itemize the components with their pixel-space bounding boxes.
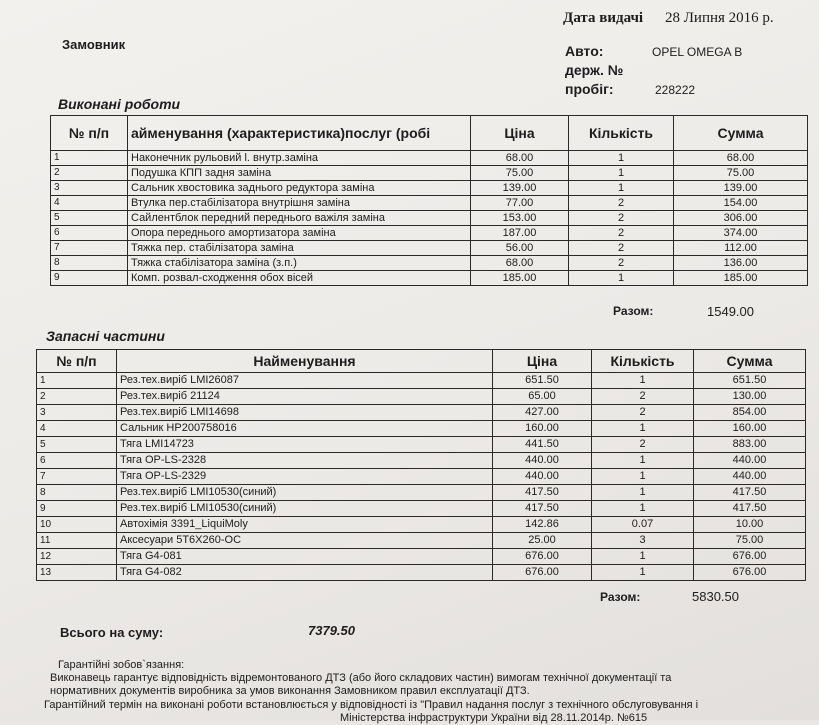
works-section-title: Виконані роботи: [58, 96, 181, 112]
price-cell: 440.00: [493, 453, 592, 469]
row-number-cell: 6: [51, 226, 128, 241]
name-cell: Сайлентблок передний переднього важіля заміна: [128, 211, 471, 226]
row-number-cell: 3: [51, 181, 128, 196]
name-cell: Сальник HP200758016: [117, 421, 493, 437]
mileage-value: 228222: [655, 83, 696, 97]
quantity-cell: 2: [569, 241, 674, 256]
sum-cell: 139.00: [674, 181, 808, 196]
price-cell: 441.50: [493, 437, 592, 453]
column-header: Кількість: [569, 116, 674, 151]
sum-cell: 75.00: [694, 533, 806, 549]
table-row: [51, 166, 808, 181]
quantity-cell: 2: [592, 405, 694, 421]
row-number-cell: 5: [51, 211, 128, 226]
name-cell: Тяга G4-081: [117, 549, 493, 565]
table-row: [37, 373, 806, 389]
sum-cell: 68.00: [674, 151, 808, 166]
works-total-value: 1549.00: [707, 304, 754, 319]
warranty-text-line: Гарантійний термін на виконані роботи встановлюється у відповідності із "Правил надання послуг з технічного обслуговування і: [44, 699, 699, 711]
quantity-cell: 0.07: [592, 517, 694, 533]
table-row: [51, 226, 808, 241]
grand-total-label: Всього на суму:: [60, 625, 164, 640]
price-cell: 139.00: [471, 181, 569, 196]
sum-cell: 417.50: [694, 485, 806, 501]
row-number-cell: 10: [37, 517, 117, 533]
name-cell: Тяга OP-LS-2328: [117, 453, 493, 469]
column-header: Ціна: [493, 350, 592, 373]
table-row: [37, 517, 806, 533]
sum-cell: 676.00: [694, 565, 806, 581]
quantity-cell: 1: [592, 501, 694, 517]
row-number-cell: 8: [51, 256, 128, 271]
sum-cell: 154.00: [674, 196, 808, 211]
column-header: Кількість: [592, 350, 694, 373]
price-cell: 427.00: [493, 405, 592, 421]
quantity-cell: 1: [569, 271, 674, 286]
price-cell: 56.00: [471, 241, 569, 256]
table-row: [51, 151, 808, 166]
row-number-cell: 1: [51, 151, 128, 166]
row-number-cell: 1: [37, 373, 117, 389]
row-number-cell: 12: [37, 549, 117, 565]
column-header: Ціна: [471, 116, 569, 151]
quantity-cell: 2: [569, 226, 674, 241]
name-cell: Рез.тех.виріб LMI10530(синий): [117, 485, 493, 501]
row-number-cell: 4: [37, 421, 117, 437]
table-row: [37, 405, 806, 421]
name-cell: Автохімія 3391_LiquiMoly: [117, 517, 493, 533]
parts-header-row: [37, 350, 806, 373]
price-cell: 142.86: [493, 517, 592, 533]
sum-cell: 440.00: [694, 453, 806, 469]
name-cell: Рез.тех.виріб LMI14698: [117, 405, 493, 421]
quantity-cell: 2: [592, 389, 694, 405]
date-value: 28 Липня 2016 р.: [665, 10, 774, 26]
reg-number-label: держ. №: [565, 62, 624, 78]
sum-cell: 676.00: [694, 549, 806, 565]
row-number-cell: 4: [51, 196, 128, 211]
parts-section-title: Запасні частини: [46, 328, 165, 344]
name-cell: Сальник хвостовика заднього редуктора заміна: [128, 181, 471, 196]
sum-cell: 10.00: [694, 517, 806, 533]
price-cell: 25.00: [493, 533, 592, 549]
table-row: [51, 241, 808, 256]
price-cell: 440.00: [493, 469, 592, 485]
quantity-cell: 1: [592, 485, 694, 501]
parts-total-label: Разом:: [600, 590, 641, 604]
table-row: [37, 501, 806, 517]
name-cell: Тяга G4-082: [117, 565, 493, 581]
quantity-cell: 1: [592, 421, 694, 437]
price-cell: 676.00: [493, 565, 592, 581]
quantity-cell: 2: [569, 211, 674, 226]
car-value: OPEL OMEGA B: [652, 45, 743, 59]
sum-cell: 417.50: [694, 501, 806, 517]
column-header: айменування (характеристика)послуг (робі: [128, 116, 471, 151]
sum-cell: 185.00: [674, 271, 808, 286]
table-row: [51, 196, 808, 211]
row-number-cell: 6: [37, 453, 117, 469]
name-cell: Рез.тех.виріб LMI26087: [117, 373, 493, 389]
row-number-cell: 7: [51, 241, 128, 256]
price-cell: 185.00: [471, 271, 569, 286]
customer-label: Замовник: [62, 37, 126, 52]
price-cell: 153.00: [471, 211, 569, 226]
sum-cell: 854.00: [694, 405, 806, 421]
quantity-cell: 2: [569, 256, 674, 271]
price-cell: 651.50: [493, 373, 592, 389]
name-cell: Тяжка стабілізатора заміна (з.п.): [128, 256, 471, 271]
price-cell: 160.00: [493, 421, 592, 437]
column-header: № п/п: [51, 116, 128, 151]
car-label: Авто:: [565, 43, 604, 59]
table-row: [51, 181, 808, 196]
table-row: [51, 271, 808, 286]
quantity-cell: 1: [592, 565, 694, 581]
price-cell: 68.00: [471, 256, 569, 271]
column-header: Найменування: [117, 350, 493, 373]
warranty-text-line: Виконавець гарантує відповідність відремонтованого ДТЗ (або його складових частин) вимогам технічної документації та: [50, 672, 672, 684]
warranty-text-line: нормативних документів виробника за умов виконання Замовником правил експлуатації ДТЗ.: [50, 685, 530, 697]
row-number-cell: 9: [37, 501, 117, 517]
sum-cell: 651.50: [694, 373, 806, 389]
date-label: Дата видачі: [563, 10, 644, 26]
name-cell: Тяжка пер. стабілізатора заміна: [128, 241, 471, 256]
table-row: [37, 565, 806, 581]
parts-table: [36, 349, 806, 581]
sum-cell: 883.00: [694, 437, 806, 453]
column-header: Сумма: [674, 116, 808, 151]
sum-cell: 136.00: [674, 256, 808, 271]
table-row: [37, 533, 806, 549]
price-cell: 68.00: [471, 151, 569, 166]
quantity-cell: 3: [592, 533, 694, 549]
name-cell: Втулка пер.стабілізатора внутрішня заміна: [128, 196, 471, 211]
row-number-cell: 5: [37, 437, 117, 453]
name-cell: Тяга OP-LS-2329: [117, 469, 493, 485]
price-cell: 77.00: [471, 196, 569, 211]
row-number-cell: 3: [37, 405, 117, 421]
name-cell: Подушка КПП задня заміна: [128, 166, 471, 181]
table-row: [37, 485, 806, 501]
quantity-cell: 1: [569, 151, 674, 166]
row-number-cell: 9: [51, 271, 128, 286]
row-number-cell: 8: [37, 485, 117, 501]
column-header: Сумма: [694, 350, 806, 373]
price-cell: 75.00: [471, 166, 569, 181]
quantity-cell: 2: [592, 437, 694, 453]
works-total-label: Разом:: [613, 304, 654, 318]
sum-cell: 440.00: [694, 469, 806, 485]
sum-cell: 75.00: [674, 166, 808, 181]
name-cell: Опора переднього амортизатора заміна: [128, 226, 471, 241]
name-cell: Наконечник рульовий l. внутр.заміна: [128, 151, 471, 166]
sum-cell: 374.00: [674, 226, 808, 241]
table-row: [51, 256, 808, 271]
quantity-cell: 1: [569, 181, 674, 196]
price-cell: 417.50: [493, 501, 592, 517]
price-cell: 187.00: [471, 226, 569, 241]
column-header: № п/п: [37, 350, 117, 373]
row-number-cell: 11: [37, 533, 117, 549]
quantity-cell: 1: [592, 549, 694, 565]
warranty-text-line: Міністерства інфраструктури України від 28.11.2014р. №615: [340, 712, 648, 724]
quantity-cell: 1: [592, 469, 694, 485]
row-number-cell: 13: [37, 565, 117, 581]
price-cell: 676.00: [493, 549, 592, 565]
table-row: [51, 211, 808, 226]
row-number-cell: 7: [37, 469, 117, 485]
sum-cell: 130.00: [694, 389, 806, 405]
works-table: [50, 115, 808, 286]
quantity-cell: 2: [569, 196, 674, 211]
name-cell: Рез.тех.виріб 21124: [117, 389, 493, 405]
works-header-row: [51, 116, 808, 151]
row-number-cell: 2: [37, 389, 117, 405]
price-cell: 65.00: [493, 389, 592, 405]
table-row: [37, 437, 806, 453]
name-cell: Рез.тех.виріб LMI10530(синий): [117, 501, 493, 517]
name-cell: Тяга LMI14723: [117, 437, 493, 453]
quantity-cell: 1: [592, 453, 694, 469]
table-row: [37, 469, 806, 485]
table-row: [37, 453, 806, 469]
row-number-cell: 2: [51, 166, 128, 181]
price-cell: 417.50: [493, 485, 592, 501]
quantity-cell: 1: [592, 373, 694, 389]
sum-cell: 112.00: [674, 241, 808, 256]
table-row: [37, 389, 806, 405]
parts-total-value: 5830.50: [692, 589, 739, 604]
sum-cell: 160.00: [694, 421, 806, 437]
table-row: [37, 421, 806, 437]
name-cell: Комп. розвал-сходження обох вісей: [128, 271, 471, 286]
mileage-label: пробіг:: [565, 81, 614, 97]
sum-cell: 306.00: [674, 211, 808, 226]
warranty-title: Гарантійні зобов`язання:: [58, 659, 185, 671]
name-cell: Аксесуари 5T6X260-OC: [117, 533, 493, 549]
quantity-cell: 1: [569, 166, 674, 181]
grand-total-value: 7379.50: [308, 623, 355, 638]
table-row: [37, 549, 806, 565]
